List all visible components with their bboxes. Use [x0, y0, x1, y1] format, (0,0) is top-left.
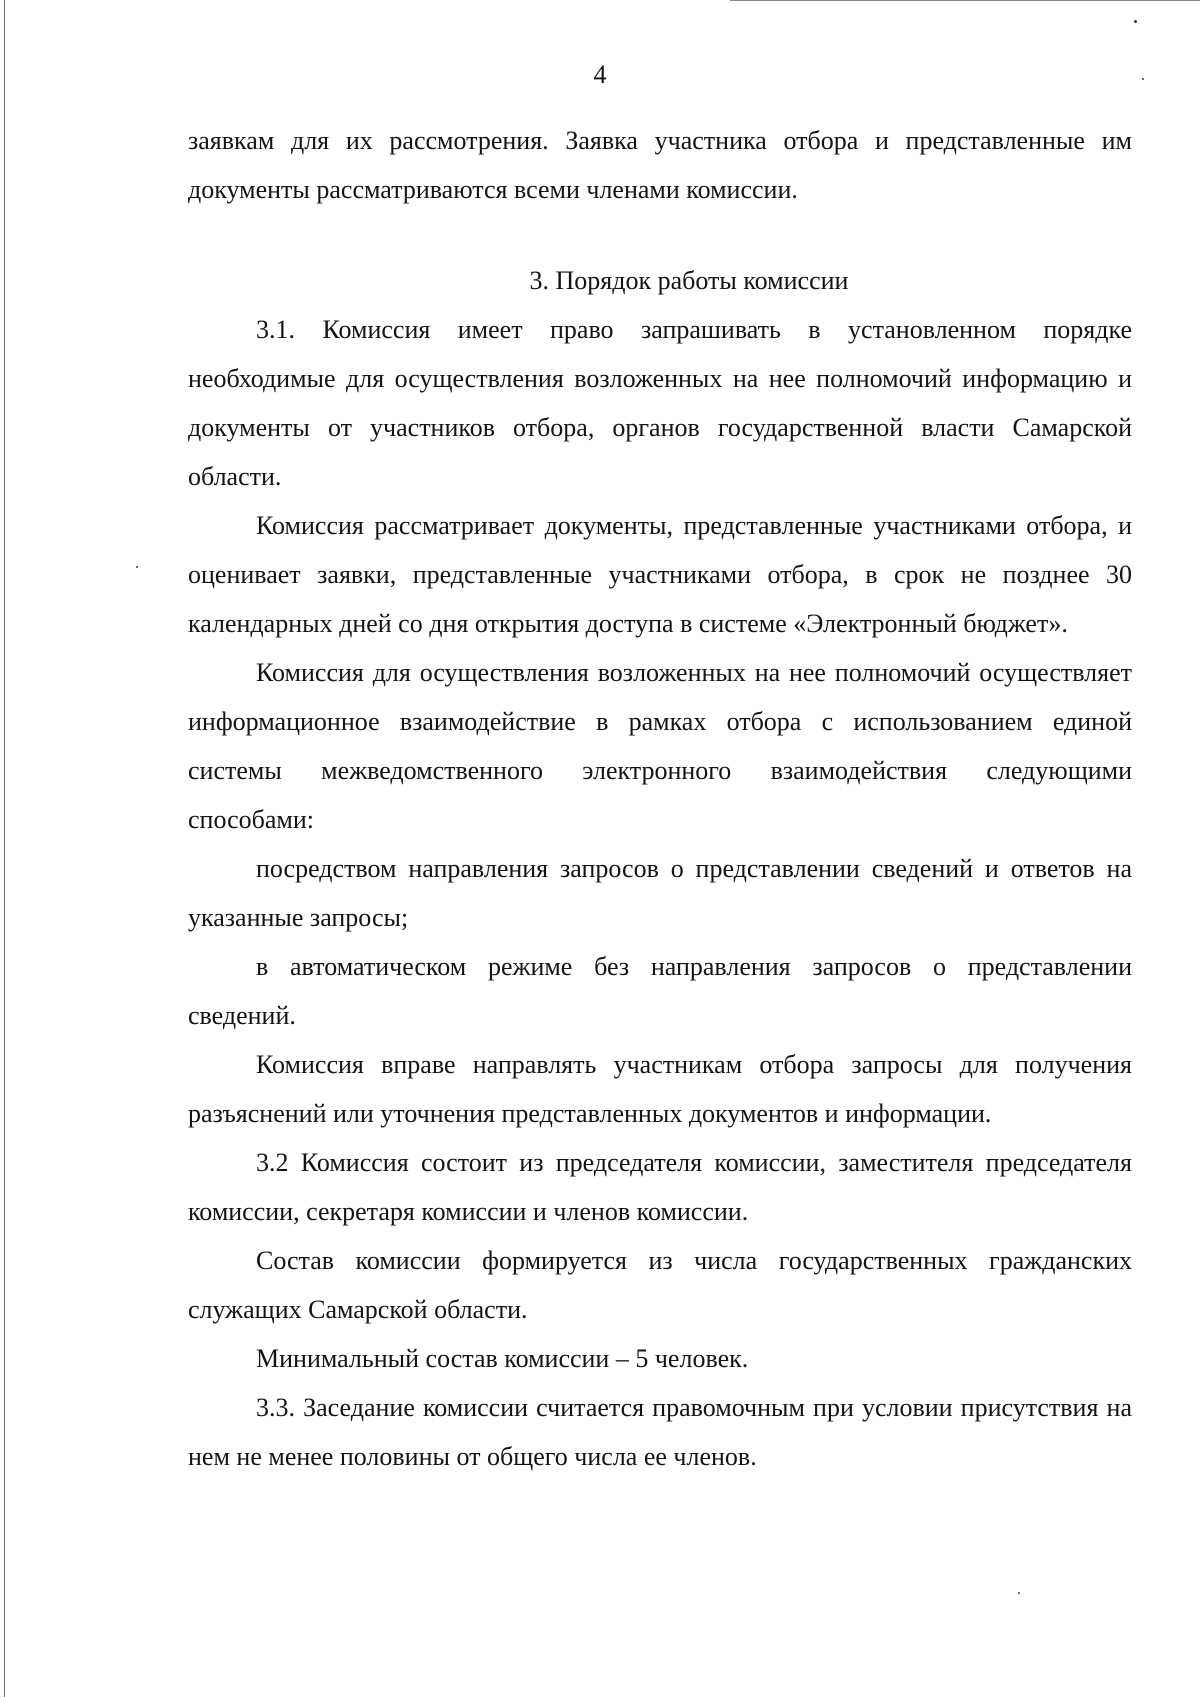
- paragraph-method-requests: посредством направления запросов о представлении сведений и ответов на указанные запросы;: [188, 854, 1132, 932]
- scan-top-edge: [730, 0, 1200, 1]
- scan-left-edge: [4, 0, 5, 1697]
- paragraph-3-1: 3.1. Комиссия имеет право запрашивать в установленном порядке необходимые для осуществления возложенных на нее полномочий информацию и документы от участников отбора, органов государственной власти Самарской области.: [188, 315, 1132, 491]
- paragraph-clarifications: Комиссия вправе направлять участникам отбора запросы для получения разъяснений или уточнения представленных документов и информации.: [188, 1050, 1132, 1128]
- page-number: 4: [593, 60, 607, 89]
- document-body: [188, 116, 1132, 1481]
- paragraph-interaction: Комиссия для осуществления возложенных на нее полномочий осуществляет информационное взаимодействие в рамках отбора с использованием единой системы межведомственного электронного взаимодействия следующими способами:: [188, 658, 1132, 834]
- scan-speck: [136, 566, 138, 568]
- paragraph-minimum: Минимальный состав комиссии – 5 человек.: [256, 1344, 749, 1373]
- section-heading: 3. Порядок работы комиссии: [529, 266, 849, 295]
- paragraph-3-3: 3.3. Заседание комиссии считается правомочным при условии присутствия на нем не менее половины от общего числа ее членов.: [188, 1393, 1132, 1471]
- paragraph-3-2: 3.2 Комиссия состоит из председателя комиссии, заместителя председателя комиссии, секретаря комиссии и членов комиссии.: [188, 1148, 1132, 1226]
- paragraph-method-automatic: в автоматическом режиме без направления запросов о представлении сведений.: [188, 952, 1132, 1030]
- paragraph-composition: Состав комиссии формируется из числа государственных гражданских служащих Самарской области.: [188, 1246, 1132, 1324]
- paragraph-continuation: заявкам для их рассмотрения. Заявка участника отбора и представленные им документы рассматриваются всеми членами комиссии.: [188, 126, 1132, 204]
- scan-speck: [1134, 20, 1137, 23]
- scan-speck: [1018, 1592, 1020, 1594]
- paragraph-review-deadline: Комиссия рассматривает документы, представленные участниками отбора, и оценивает заявки, представленные участниками отбора, в срок не позднее 30 календарных дней со дня открытия доступа в системе «Электронный бюджет».: [188, 511, 1132, 638]
